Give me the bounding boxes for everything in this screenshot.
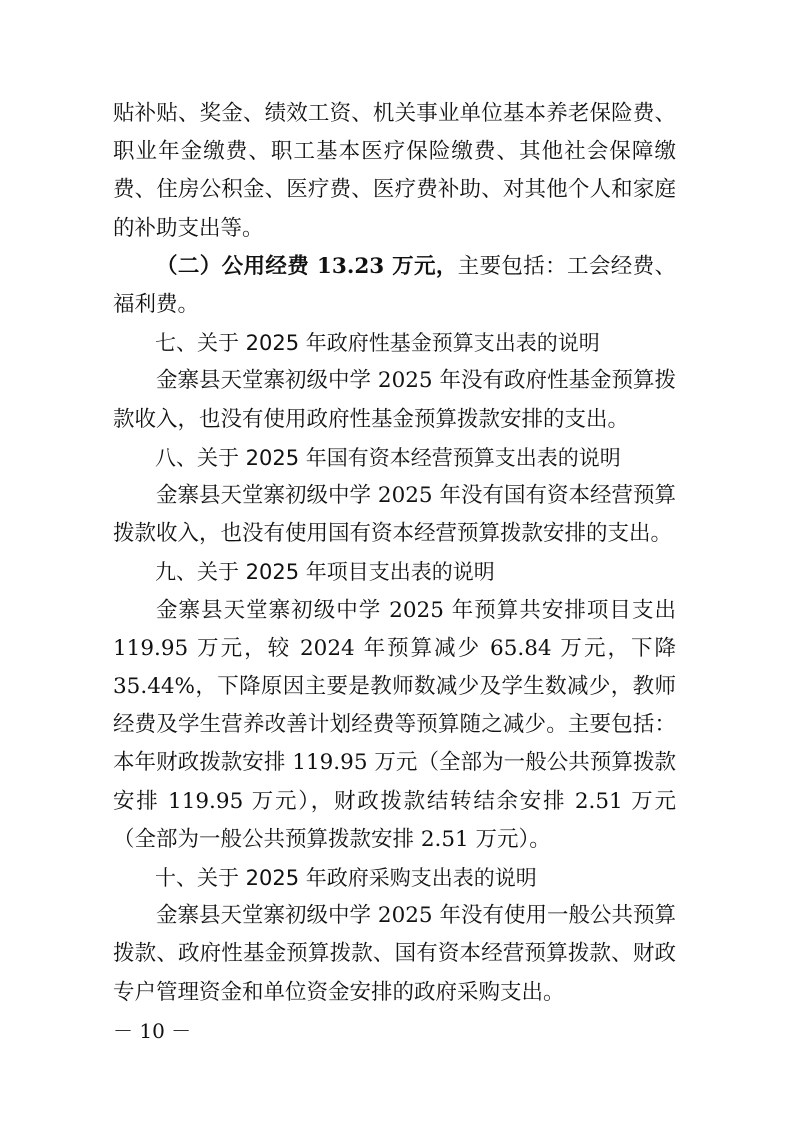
section-10-body: 金寨县天堂寨初级中学 2025 年没有使用一般公共预算拨款、政府性基金预算拨款、国有资本经营预算拨款、财政专户管理资金和单位资金安排的政府采购支出。: [113, 903, 676, 1005]
section-8-body: 金寨县天堂寨初级中学 2025 年没有国有资本经营预算拨款收入，也没有使用国有资本经营预算拨款安排的支出。: [113, 483, 676, 547]
public-funds-detail: 主要包括：工会经费、福利费。: [113, 253, 676, 318]
section-9-heading: 九、关于 2025 年项目支出表的说明: [155, 560, 495, 585]
page-number: － 10 －: [113, 1019, 192, 1043]
paragraph-personnel-continued: 贴补贴、奖金、绩效工资、机关事业单位基本养老保险费、职业年金缴费、职工基本医疗保险缴费、其他社会保障缴费、住房公积金、医疗费、医疗费补助、对其他个人和家庭的补助支出等。: [113, 101, 676, 241]
section-7-body: 金寨县天堂寨初级中学 2025 年没有政府性基金预算拨款收入，也没有使用政府性基金预算拨款安排的支出。: [113, 368, 676, 432]
section-9-body: 金寨县天堂寨初级中学 2025 年预算共安排项目支出 119.95 万元，较 2024 年预算减少 65.84 万元，下降 35.44%，下降原因主要是教师数减少及学生数减少，教师经费及学生营养改善计划经费等预算随之减少。主要包括：本年财政拨款安排 119.95 万元（全部为一般公共预算拨款安排 119.95 万元），财政拨款结转结余安排 2.51 万元（全部为一般公共预算拨款安排 2.51 万元）。: [113, 597, 676, 852]
section-7-heading: 七、关于 2025 年政府性基金预算支出表的说明: [155, 331, 600, 356]
paragraph-public-funds: [113, 248, 676, 324]
document-body: [113, 95, 676, 1012]
section-8-heading: 八、关于 2025 年国有资本经营预算支出表的说明: [155, 445, 621, 470]
public-funds-label: （二）公用经费 13.23 万元，: [156, 253, 458, 279]
section-10-heading: 十、关于 2025 年政府采购支出表的说明: [155, 866, 537, 891]
